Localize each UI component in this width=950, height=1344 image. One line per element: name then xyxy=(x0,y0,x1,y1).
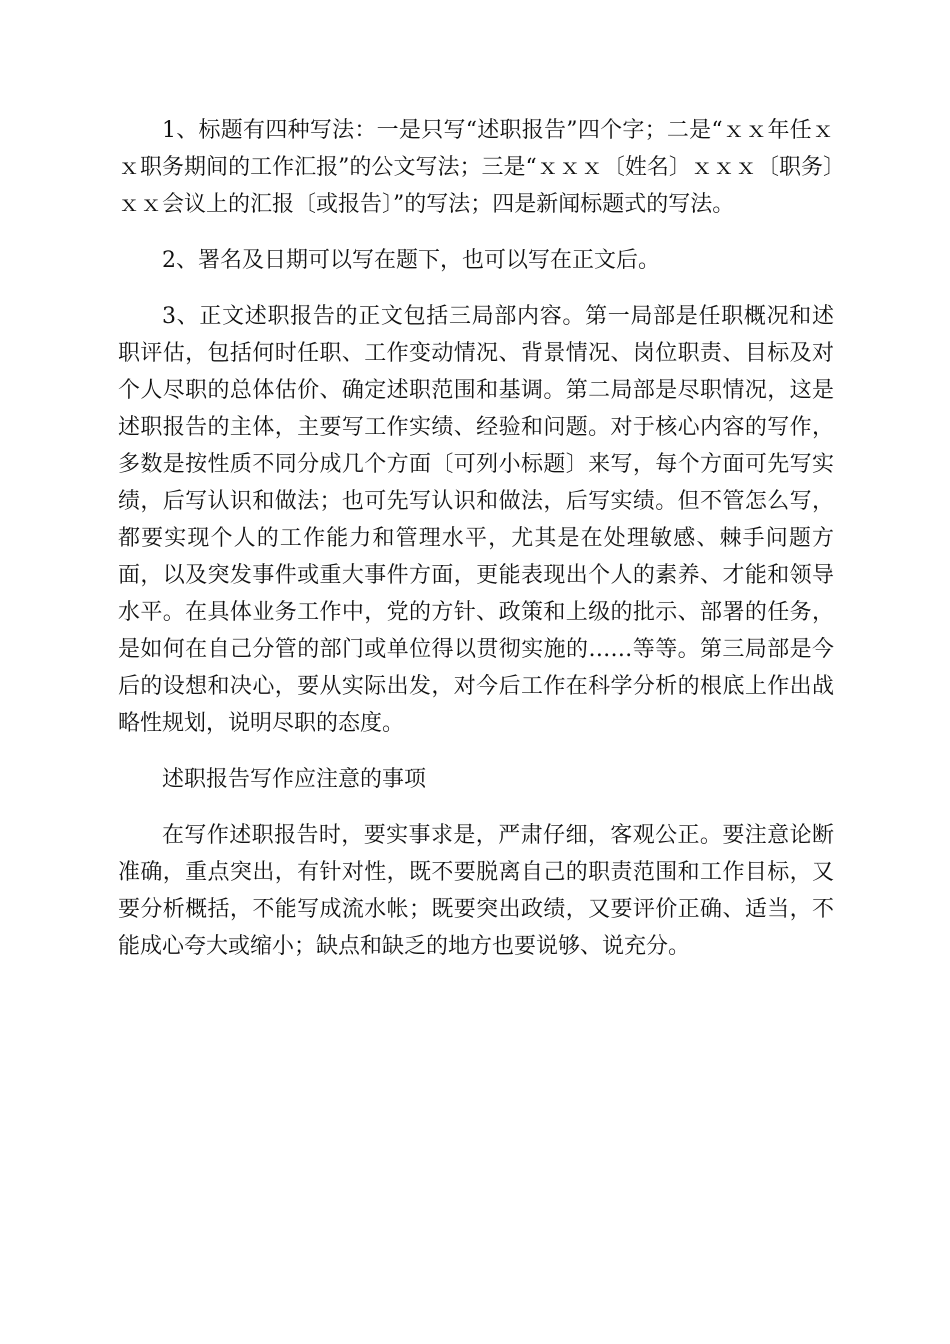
section-heading: 述职报告写作应注意的事项 xyxy=(162,767,427,792)
paragraph-writing-notes: 在写作述职报告时，要实事求是，严肃仔细，客观公正。要注意论断准确，重点突出，有针对性，既不要脱离自己的职责范围和工作目标，又要分析概括，不能写成流水帐；既要突出政绩，又要评价正确、适当，不能成心夸大或缩小；缺点和缺乏的地方也要说够、说充分。 xyxy=(118,823,834,959)
paragraph-body-content: 3、正文述职报告的正文包括三局部内容。第一局部是任职概况和述职评估，包括何时任职、工作变动情况、背景情况、岗位职责、目标及对个人尽职的总体估价、确定述职范围和基调。第二局部是尽职情况，这是述职报告的主体，主要写工作实绩、经验和问题。对于核心内容的写作，多数是按性质不同分成几个方面〔可列小标题〕来写，每个方面可先写实绩，后写认识和做法；也可先写认识和做法，后写实绩。但不管怎么写，都要实现个人的工作能力和管理水平，尤其是在处理敏感、棘手问题方面，以及突发事件或重大事件方面，更能表现出个人的素养、才能和领导水平。在具体业务工作中，党的方针、政策和上级的批示、部署的任务，是如何在自己分管的部门或单位得以贯彻实施的……等等。第三局部是今后的设想和决心，要从实际出发，对今后工作在科学分析的根底上作出战略性规划，说明尽职的态度。 xyxy=(118,304,834,736)
paragraph-title-methods: 1、标题有四种写法：一是只写“述职报告”四个字；二是“ｘｘ年任ｘｘ职务期间的工作汇报”的公文写法；三是“ｘｘｘ〔姓名〕ｘｘｘ〔职务〕ｘｘ会议上的汇报〔或报告〕”的写法；四是新闻标题式的写法。 xyxy=(118,118,834,217)
document-page xyxy=(118,112,834,984)
paragraph-signature-date: 2、署名及日期可以写在题下，也可以写在正文后。 xyxy=(162,248,660,273)
